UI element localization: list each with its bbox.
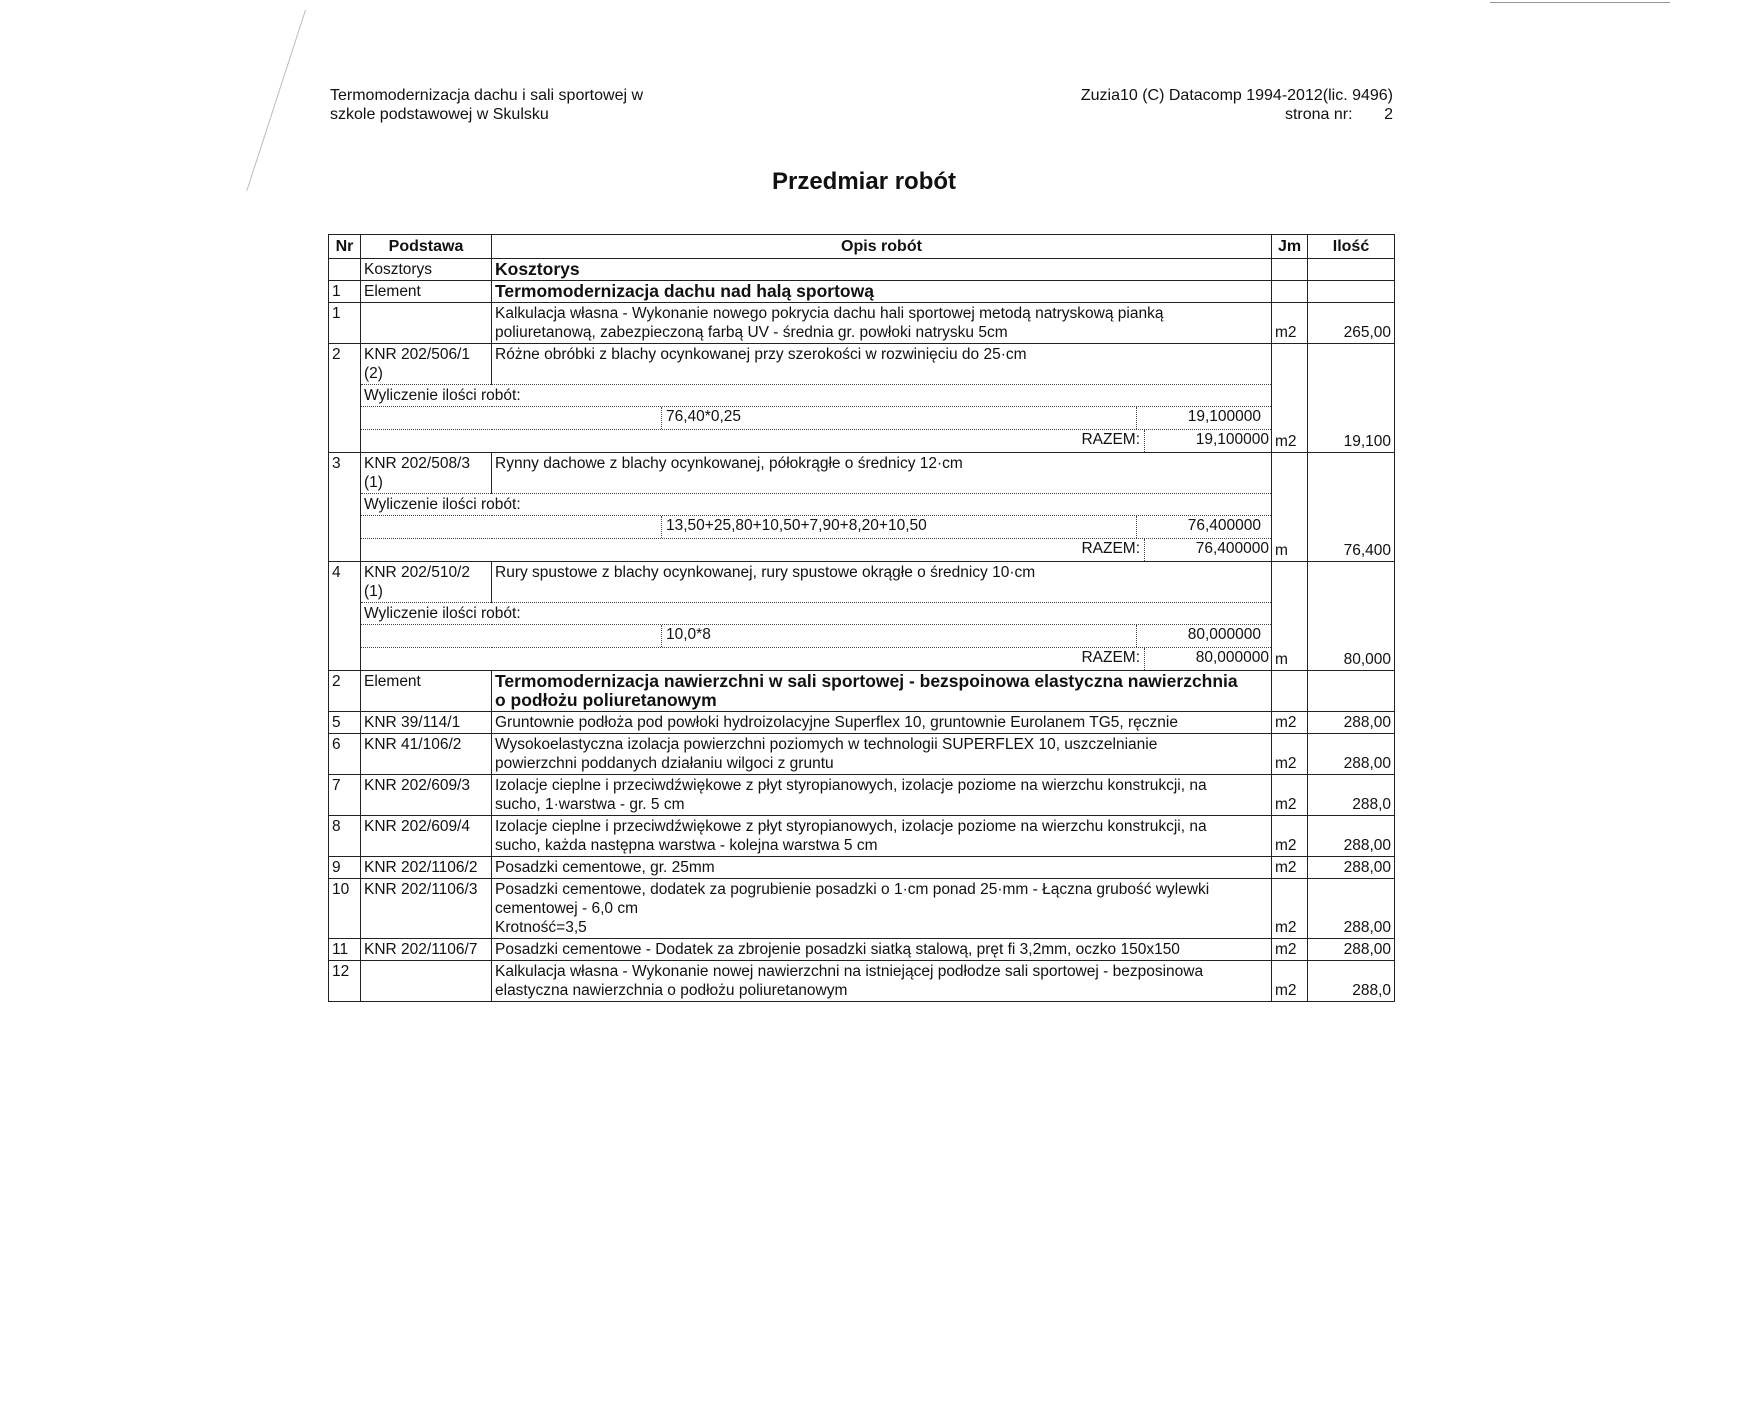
razem-row <box>329 430 1395 453</box>
cell-ilosc: 288,00 <box>1308 939 1395 961</box>
cell-opis: Posadzki cementowe, gr. 25mm <box>492 857 1272 879</box>
cell-jm: m2 <box>1272 816 1308 857</box>
cell-opis <box>492 671 1272 712</box>
cell-opis <box>492 816 1272 857</box>
opis-line: Termomodernizacja nawierzchni w sali sportowej - bezspoinowa elastyczna nawierzchnia <box>495 671 1238 691</box>
calc-expression: 76,40*0,25 <box>661 407 1136 429</box>
calc-label: Wyliczenie ilości robót: <box>361 385 1272 407</box>
cell-ilosc: 80,000 <box>1308 562 1395 671</box>
podstawa-line: (1) <box>364 474 383 491</box>
podstawa-line: (2) <box>364 365 383 382</box>
document-header-right <box>1000 86 1393 124</box>
document-header-left <box>330 86 643 124</box>
cell-jm: m2 <box>1272 734 1308 775</box>
table-row <box>329 939 1395 961</box>
header-page <box>1000 105 1393 124</box>
cell-nr: 1 <box>329 303 361 344</box>
opis-line: Posadzki cementowe, dodatek za pogrubienie posadzki o 1·cm ponad 25·mm - Łączna grubość wylewki <box>495 881 1210 898</box>
razem-value: 19,100000 <box>1195 431 1269 448</box>
cell-nr: 9 <box>329 857 361 879</box>
razem-row <box>329 539 1395 562</box>
cell-nr: 3 <box>329 453 361 494</box>
cell-podstawa: Element <box>361 671 492 712</box>
cell-jm: m <box>1272 453 1308 562</box>
cell-opis: Rynny dachowe z blachy ocynkowanej, półokrągłe o średnicy 12·cm <box>492 453 1272 494</box>
razem-value: 76,400000 <box>1195 540 1269 557</box>
opis-line: sucho, każda następna warstwa - kolejna warstwa 5 cm <box>495 837 878 854</box>
cell-opis: Różne obróbki z blachy ocynkowanej przy szerokości w rozwinięciu do 25·cm <box>492 344 1272 385</box>
calc-label: Wyliczenie ilości robót: <box>361 603 1272 625</box>
cell-nr: 4 <box>329 562 361 603</box>
calc-expression-row <box>329 407 1395 430</box>
cell-podstawa: Kosztorys <box>361 259 492 281</box>
calc-label-row <box>329 494 1395 516</box>
table-row-kosztorys <box>329 259 1395 281</box>
cell-jm: m2 <box>1272 712 1308 734</box>
cell-ilosc: 265,00 <box>1308 303 1395 344</box>
cell-opis: Rury spustowe z blachy ocynkowanej, rury spustowe okrągłe o średnicy 10·cm <box>492 562 1272 603</box>
podstawa-line: KNR 202/506/1 <box>364 346 470 363</box>
cell-ilosc: 76,400 <box>1308 453 1395 562</box>
table-row <box>329 775 1395 816</box>
razem-label: RAZEM: <box>361 539 1145 561</box>
table-row <box>329 303 1395 344</box>
cell-jm: m2 <box>1272 775 1308 816</box>
cell-ilosc: 288,00 <box>1308 857 1395 879</box>
cell-opis: Termomodernizacja dachu nad halą sportową <box>492 281 1272 303</box>
calc-expression: 13,50+25,80+10,50+7,90+8,20+10,50 <box>661 516 1136 538</box>
col-header-ilosc: Ilość <box>1308 235 1395 259</box>
opis-line: Kalkulacja własna - Wykonanie nowej nawierzchni na istniejącej podłodze sali sportowej - bezposinowa <box>495 963 1204 980</box>
header-page-number: 2 <box>1384 106 1393 123</box>
calc-value: 19,100000 <box>1136 407 1263 429</box>
cell-nr: 1 <box>329 281 361 303</box>
opis-line: elastyczna nawierzchnia o podłożu poliuretanowym <box>495 982 848 999</box>
header-software: Zuzia10 (C) Datacomp 1994-2012(lic. 9496) <box>1080 87 1393 104</box>
calc-expression-row <box>329 516 1395 539</box>
cell-ilosc: 288,00 <box>1308 816 1395 857</box>
podstawa-line: (1) <box>364 583 383 600</box>
table-row-element <box>329 671 1395 712</box>
calc-value: 76,400000 <box>1136 516 1263 538</box>
cell-ilosc: 288,0 <box>1308 961 1395 1002</box>
table-row <box>329 816 1395 857</box>
cell-ilosc: 288,0 <box>1308 775 1395 816</box>
cell-jm: m2 <box>1272 857 1308 879</box>
table-row <box>329 453 1395 494</box>
table-row-element <box>329 281 1395 303</box>
header-project-line2: szkole podstawowej w Skulsku <box>330 106 549 123</box>
cell-jm: m2 <box>1272 939 1308 961</box>
cell-nr: 5 <box>329 712 361 734</box>
razem-row <box>329 648 1395 671</box>
cell-nr: 2 <box>329 671 361 712</box>
opis-line: poliuretanową, zabezpieczoną farbą UV - średnia gr. powłoki natrysku 5cm <box>495 324 1008 341</box>
razem-label: RAZEM: <box>361 430 1145 452</box>
calc-value: 80,000000 <box>1136 625 1263 647</box>
opis-line: Izolacje cieplne i przeciwdźwiękowe z płyt styropianowych, izolacje poziome na wierzchu konstrukcji, na <box>495 818 1207 835</box>
table-header-row <box>329 235 1395 259</box>
scan-mark <box>246 10 306 191</box>
calc-label: Wyliczenie ilości robót: <box>361 494 1272 516</box>
opis-line: sucho, 1·warstwa - gr. 5 cm <box>495 796 685 813</box>
cell-nr: 11 <box>329 939 361 961</box>
cell-opis <box>492 879 1272 939</box>
cell-jm: m2 <box>1272 344 1308 453</box>
cell-jm: m <box>1272 562 1308 671</box>
cell-podstawa <box>361 303 492 344</box>
cell-podstawa <box>361 453 492 494</box>
page-title: Przedmiar robót <box>771 168 957 195</box>
cell-ilosc: 288,00 <box>1308 879 1395 939</box>
header-page-label: strona nr: <box>1284 106 1353 123</box>
cell-jm: m2 <box>1272 303 1308 344</box>
cell-ilosc: 288,00 <box>1308 712 1395 734</box>
col-header-jm: Jm <box>1272 235 1308 259</box>
calc-label-row <box>329 385 1395 407</box>
col-header-podstawa: Podstawa <box>361 235 492 259</box>
cell-jm: m2 <box>1272 961 1308 1002</box>
cell-nr: 8 <box>329 816 361 857</box>
cell-podstawa <box>361 961 492 1002</box>
cell-jm: m2 <box>1272 879 1308 939</box>
table-row <box>329 712 1395 734</box>
podstawa-line: KNR 202/510/2 <box>364 564 470 581</box>
table-row <box>329 879 1395 939</box>
cell-opis: Kosztorys <box>492 259 1272 281</box>
header-project-line1: Termomodernizacja dachu i sali sportowej w <box>330 87 644 104</box>
cell-podstawa: Element <box>361 281 492 303</box>
col-header-nr: Nr <box>329 235 361 259</box>
cell-podstawa: KNR 39/114/1 <box>361 712 492 734</box>
cell-podstawa: KNR 202/609/4 <box>361 816 492 857</box>
cell-podstawa: KNR 41/106/2 <box>361 734 492 775</box>
cell-opis <box>492 775 1272 816</box>
cell-opis: Posadzki cementowe - Dodatek za zbrojenie posadzki siatką stalową, pręt fi 3,2mm, oczko 150x150 <box>492 939 1272 961</box>
cell-nr: 7 <box>329 775 361 816</box>
table-row <box>329 961 1395 1002</box>
cell-nr: 12 <box>329 961 361 1002</box>
razem-label: RAZEM: <box>361 648 1145 670</box>
cell-podstawa: KNR 202/609/3 <box>361 775 492 816</box>
opis-line: Krotność=3,5 <box>495 919 587 936</box>
cell-podstawa: KNR 202/1106/2 <box>361 857 492 879</box>
cell-podstawa: KNR 202/1106/7 <box>361 939 492 961</box>
table-row <box>329 344 1395 385</box>
opis-line: powierzchni poddanych działaniu wilgoci z gruntu <box>495 755 834 772</box>
works-table <box>328 234 1395 1002</box>
cell-podstawa <box>361 344 492 385</box>
cell-opis <box>492 961 1272 1002</box>
cell-podstawa <box>361 562 492 603</box>
opis-line: Wysokoelastyczna izolacja powierzchni poziomych w technologii SUPERFLEX 10, uszczelnianie <box>495 736 1158 753</box>
calc-label-row <box>329 603 1395 625</box>
podstawa-line: KNR 202/508/3 <box>364 455 470 472</box>
cell-nr: 2 <box>329 344 361 385</box>
col-header-opis: Opis robót <box>492 235 1272 259</box>
opis-line: o podłożu poliuretanowym <box>495 690 717 710</box>
razem-value: 80,000000 <box>1195 649 1269 666</box>
table-row <box>329 734 1395 775</box>
opis-line: Izolacje cieplne i przeciwdźwiękowe z płyt styropianowych, izolacje poziome na wierzchu konstrukcji, na <box>495 777 1207 794</box>
opis-line: cementowej - 6,0 cm <box>495 900 638 917</box>
cell-nr: 10 <box>329 879 361 939</box>
cell-nr: 6 <box>329 734 361 775</box>
table-row <box>329 857 1395 879</box>
calc-expression: 10,0*8 <box>661 625 1136 647</box>
scan-mark <box>1490 2 1670 3</box>
cell-ilosc: 19,100 <box>1308 344 1395 453</box>
cell-opis <box>492 734 1272 775</box>
opis-line: Kalkulacja własna - Wykonanie nowego pokrycia dachu hali sportowej metodą natryskową pianką <box>495 305 1164 322</box>
cell-opis <box>492 303 1272 344</box>
cell-podstawa: KNR 202/1106/3 <box>361 879 492 939</box>
cell-opis: Gruntownie podłoża pod powłoki hydroizolacyjne Superflex 10, gruntownie Eurolanem TG5, ręcznie <box>492 712 1272 734</box>
calc-expression-row <box>329 625 1395 648</box>
cell-ilosc: 288,00 <box>1308 734 1395 775</box>
table-row <box>329 562 1395 603</box>
